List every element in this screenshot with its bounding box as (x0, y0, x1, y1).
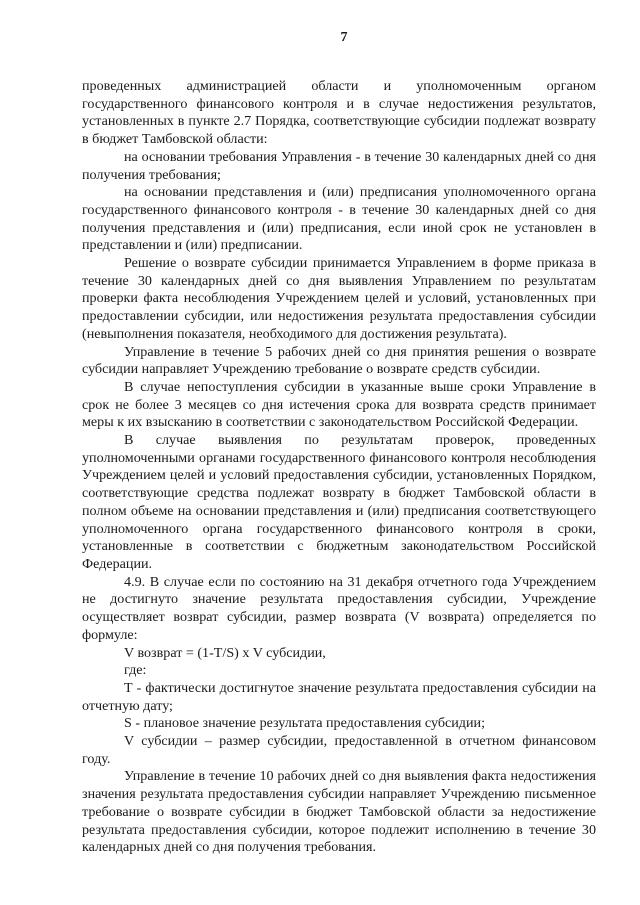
definition-actual-value: Т - фактически достигнутое значение результата предоставления субсидии на отчетную дату; (82, 679, 596, 714)
formula-where-label: где: (124, 662, 147, 679)
paragraph-recovery-measures: В случае непоступления субсидии в указанные выше сроки Управление в срок не более 3 месяцев со дня истечения срока для возврата средств принимает меры к их взысканию в соответствии с законодательством Российской Федерации. (82, 378, 596, 431)
paragraph-final-requirement: Управление в течение 10 рабочих дней со дня выявления факта недостижения значения результата предоставления субсидии направляет Учреждению письменное требование о возврате субсидии в бюджет Тамбовской области за недостижение результата предоставления субсидии, которое подлежит исполнению в течение 30 календарных дней со дня получения требования. (82, 768, 596, 856)
paragraph-audit-violations: В случае выявления по результатам проверок, проведенных уполномоченными органами государственного финансового контроля несоблюдения Учреждением целей и условий предоставления субсидии, установленных Порядком, соответствующие средства подлежат возврату в бюджет Тамбовской области в полном объеме на основании представления и (или) предписания соответствующего уполномоченного органа государственного финансового контроля в сроки, установленные в соответствии с бюджетным законодательством Российской Федерации. (82, 432, 596, 572)
definition-subsidy-amount: V субсидии – размер субсидии, предоставленной в отчетном финансовом году. (82, 733, 596, 767)
paragraph-requirement-deadline: на основании требования Управления - в течение 30 календарных дней со дня получения требования; (82, 148, 596, 183)
return-formula: V возврат = (1-T/S) x V субсидии, (124, 644, 326, 661)
paragraph-clause-4-9: 4.9. В случае если по состоянию на 31 декабря отчетного года Учреждением не достигнуто значение результата предоставления субсидии, Учреждение осуществляет возврат субсидии, размер возврата (V возврата) определяется по формуле: (82, 573, 596, 643)
definition-planned-value: S - плановое значение результата предоставления субсидии; (124, 715, 485, 732)
paragraph-prescription-deadline: на основании представления и (или) предписания уполномоченного органа государственного финансового контроля - в течение 30 календарных дней со дня получения представления и (или) предписания, если иной срок не установлен в представлении и (или) предписании. (82, 184, 596, 254)
paragraph-return-decision: Решение о возврате субсидии принимается Управлением в форме приказа в течение 30 календарных дней со дня выявления Управлением по результатам проверки факта несоблюдения Учреждением целей и условий, установленных при предоставлении субсидии, или недостижения результата предоставления субсидии (невыполнения показателя, необходимого для достижения результата). (82, 255, 596, 342)
page-number: 7 (340, 30, 348, 45)
document-body (82, 78, 596, 857)
paragraph-continuation: проведенных администрацией области и уполномоченным органом государственного финансового контроля и в случае недостижения результатов, установленных в пункте 2.7 Порядка, соответствующие субсидии подлежат возврату в бюджет Тамбовской области: (82, 78, 596, 148)
paragraph-return-requirement: Управление в течение 5 рабочих дней со дня принятия решения о возврате субсидии направляет Учреждению требование о возврате средств субсидии. (82, 343, 596, 378)
